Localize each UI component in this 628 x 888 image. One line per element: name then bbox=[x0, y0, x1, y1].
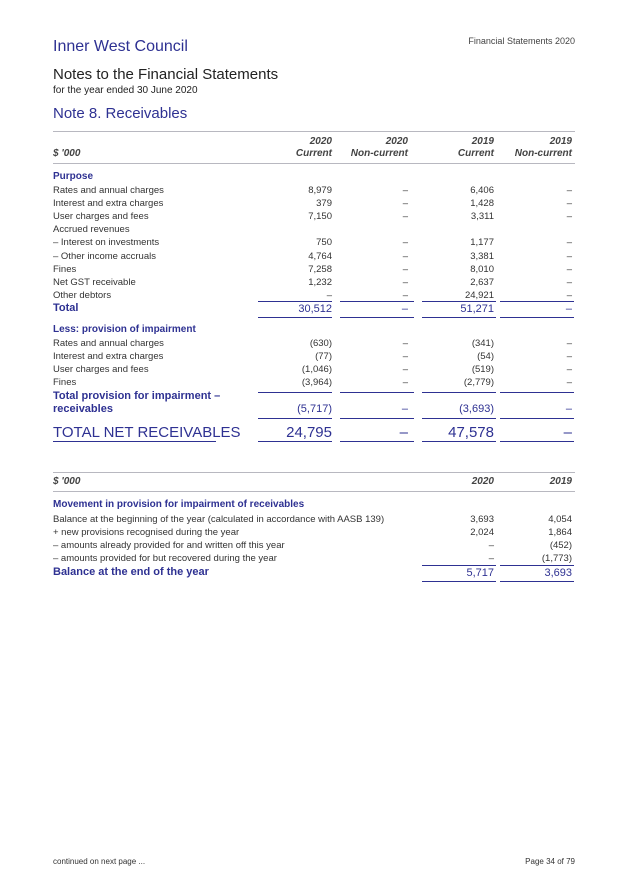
row-value: – bbox=[566, 364, 572, 376]
total-bottom-rule bbox=[422, 317, 496, 318]
total-value: 51,271 bbox=[460, 303, 494, 315]
row-value: (1,773) bbox=[541, 553, 572, 565]
row-value: – bbox=[566, 211, 572, 223]
col-header-type: Current bbox=[457, 148, 494, 159]
col-header-year: 2019 bbox=[549, 136, 572, 147]
row-label: – amounts provided for but recovered during the year bbox=[53, 553, 277, 565]
impairment-total-value: – bbox=[565, 403, 572, 415]
period-subtitle: for the year ended 30 June 2020 bbox=[53, 85, 198, 96]
movement-col-header: 2020 bbox=[471, 476, 494, 487]
continued-note: continued on next page ... bbox=[53, 857, 146, 866]
document-title: Financial Statements 2020 bbox=[468, 36, 575, 46]
net-total-rule bbox=[258, 441, 332, 442]
net-total-value: – bbox=[399, 424, 408, 441]
net-total-value: – bbox=[563, 424, 572, 441]
row-value: (341) bbox=[471, 338, 494, 349]
closing-top-rule bbox=[422, 565, 496, 566]
row-label: Balance at the beginning of the year (calculated in accordance with AASB 139) bbox=[53, 514, 385, 525]
row-value: 750 bbox=[316, 237, 332, 249]
row-value: 7,150 bbox=[308, 211, 332, 223]
page-number: Page 34 of 79 bbox=[525, 857, 575, 866]
movement-heading: Movement in provision for impairment of receivables bbox=[53, 499, 305, 510]
row-value: (519) bbox=[471, 364, 494, 376]
impairment-total-label-2: receivables bbox=[53, 403, 113, 415]
net-total-rule bbox=[500, 441, 574, 442]
total-value: 30,512 bbox=[298, 303, 332, 315]
movement-unit-label: $ '000 bbox=[53, 476, 81, 487]
col-header-type: Non-current bbox=[350, 148, 408, 159]
row-value: 2,637 bbox=[470, 276, 494, 288]
table-top-rule bbox=[53, 131, 575, 132]
impairment-total-value: (5,717) bbox=[297, 403, 332, 415]
row-value: – bbox=[488, 553, 494, 565]
row-value: – bbox=[402, 237, 408, 249]
closing-balance-value: 3,693 bbox=[544, 567, 572, 579]
impairment-top-rule bbox=[340, 392, 414, 393]
note-heading: Note 8. Receivables bbox=[53, 105, 188, 122]
row-value: 1,428 bbox=[470, 198, 494, 210]
row-value: 24,921 bbox=[464, 289, 494, 301]
row-value: – bbox=[566, 351, 572, 363]
page-title: Notes to the Financial Statements bbox=[53, 66, 279, 83]
row-value: – bbox=[402, 211, 408, 223]
row-label: Fines bbox=[53, 377, 77, 389]
section-heading-purpose: Purpose bbox=[53, 171, 94, 182]
total-top-rule bbox=[500, 301, 574, 302]
row-value: – bbox=[566, 263, 572, 275]
row-value: – bbox=[566, 377, 572, 389]
total-bottom-rule bbox=[258, 317, 332, 318]
row-label: Rates and annual charges bbox=[53, 185, 164, 196]
header-rule bbox=[53, 163, 575, 164]
row-value: 1,177 bbox=[470, 237, 494, 249]
net-total-rule bbox=[340, 441, 414, 442]
row-value: 7,258 bbox=[308, 263, 332, 275]
total-value: – bbox=[401, 303, 408, 315]
row-value: – bbox=[402, 185, 408, 196]
row-label: – Interest on investments bbox=[53, 237, 160, 249]
row-value: – bbox=[566, 237, 572, 249]
row-label: Interest and extra charges bbox=[53, 198, 164, 210]
row-value: – bbox=[402, 377, 408, 389]
impairment-total-value: (3,693) bbox=[459, 403, 494, 415]
row-label: + new provisions recognised during the year bbox=[53, 527, 240, 539]
closing-top-rule bbox=[500, 565, 574, 566]
row-value: (3,964) bbox=[301, 377, 332, 389]
row-label: Fines bbox=[53, 263, 77, 275]
row-label: User charges and fees bbox=[53, 364, 149, 376]
impairment-bottom-rule bbox=[258, 418, 332, 419]
row-label: – amounts already provided for and written off this year bbox=[53, 540, 285, 552]
row-label: Rates and annual charges bbox=[53, 338, 164, 349]
row-value: 8,979 bbox=[308, 185, 332, 196]
impairment-total-value: – bbox=[401, 403, 408, 415]
row-value: – bbox=[402, 338, 408, 349]
net-total-label-rule bbox=[53, 441, 216, 442]
row-label: Other debtors bbox=[53, 289, 112, 301]
col-header-year: 2020 bbox=[309, 136, 332, 147]
total-bottom-rule bbox=[500, 317, 574, 318]
row-label: Net GST receivable bbox=[53, 276, 136, 288]
row-value: 3,381 bbox=[470, 250, 494, 262]
impairment-total-label-1: Total provision for impairment – bbox=[53, 390, 221, 402]
row-value: – bbox=[566, 276, 572, 288]
row-value: – bbox=[566, 250, 572, 262]
row-value: – bbox=[402, 289, 408, 301]
total-bottom-rule bbox=[340, 317, 414, 318]
total-value: – bbox=[565, 303, 572, 315]
total-label: Total bbox=[53, 302, 79, 314]
row-value: 379 bbox=[316, 198, 332, 210]
impairment-top-rule bbox=[500, 392, 574, 393]
row-value: – bbox=[402, 198, 408, 210]
total-top-rule bbox=[258, 301, 332, 302]
row-value: 8,010 bbox=[470, 263, 494, 275]
net-total-rule bbox=[422, 441, 496, 442]
row-value: (77) bbox=[315, 351, 332, 363]
row-value: – bbox=[566, 338, 572, 349]
row-value: – bbox=[402, 364, 408, 376]
closing-bottom-rule bbox=[500, 581, 574, 582]
col-header-year: 2020 bbox=[385, 136, 408, 147]
row-value: – bbox=[488, 540, 494, 552]
total-top-rule bbox=[340, 301, 414, 302]
row-value: – bbox=[402, 351, 408, 363]
col-header-year: 2019 bbox=[471, 136, 494, 147]
movement-top-rule bbox=[53, 472, 575, 473]
row-label: Interest and extra charges bbox=[53, 351, 164, 363]
impairment-top-rule bbox=[258, 392, 332, 393]
row-value: (54) bbox=[477, 351, 494, 363]
row-value: (2,779) bbox=[463, 377, 494, 389]
row-value: – bbox=[402, 250, 408, 262]
net-total-value: 47,578 bbox=[448, 424, 494, 441]
row-value: 3,311 bbox=[470, 211, 494, 223]
row-value: – bbox=[566, 289, 572, 301]
row-label: – Other income accruals bbox=[53, 250, 156, 262]
impairment-bottom-rule bbox=[500, 418, 574, 419]
closing-bottom-rule bbox=[422, 581, 496, 582]
row-value: 1,864 bbox=[548, 527, 572, 539]
row-value: 1,232 bbox=[308, 276, 332, 288]
organisation-name: Inner West Council bbox=[53, 38, 188, 55]
movement-col-header: 2019 bbox=[549, 476, 572, 487]
col-header-type: Non-current bbox=[514, 148, 572, 159]
row-value: 3,693 bbox=[470, 514, 494, 525]
row-label: Accrued revenues bbox=[53, 224, 130, 236]
row-value: (452) bbox=[549, 540, 572, 552]
impairment-top-rule bbox=[422, 392, 496, 393]
impairment-bottom-rule bbox=[340, 418, 414, 419]
row-value: – bbox=[402, 276, 408, 288]
row-value: 4,764 bbox=[308, 250, 332, 262]
col-header-type: Current bbox=[295, 148, 332, 159]
movement-header-rule bbox=[53, 491, 575, 492]
row-value: – bbox=[402, 263, 408, 275]
net-total-label: TOTAL NET RECEIVABLES bbox=[53, 424, 241, 441]
row-value: (630) bbox=[309, 338, 332, 349]
row-value: 6,406 bbox=[470, 185, 494, 196]
closing-balance-value: 5,717 bbox=[466, 567, 494, 579]
closing-balance-label: Balance at the end of the year bbox=[53, 566, 209, 578]
unit-label: $ '000 bbox=[53, 148, 81, 159]
section-heading-impairment: Less: provision of impairment bbox=[53, 324, 196, 335]
row-value: – bbox=[566, 185, 572, 196]
impairment-bottom-rule bbox=[422, 418, 496, 419]
row-value: – bbox=[566, 198, 572, 210]
row-value: – bbox=[326, 289, 332, 301]
total-top-rule bbox=[422, 301, 496, 302]
row-value: 2,024 bbox=[470, 527, 494, 539]
row-label: User charges and fees bbox=[53, 211, 149, 223]
row-value: (1,046) bbox=[301, 364, 332, 376]
net-total-value: 24,795 bbox=[286, 424, 332, 441]
row-value: 4,054 bbox=[548, 514, 572, 525]
